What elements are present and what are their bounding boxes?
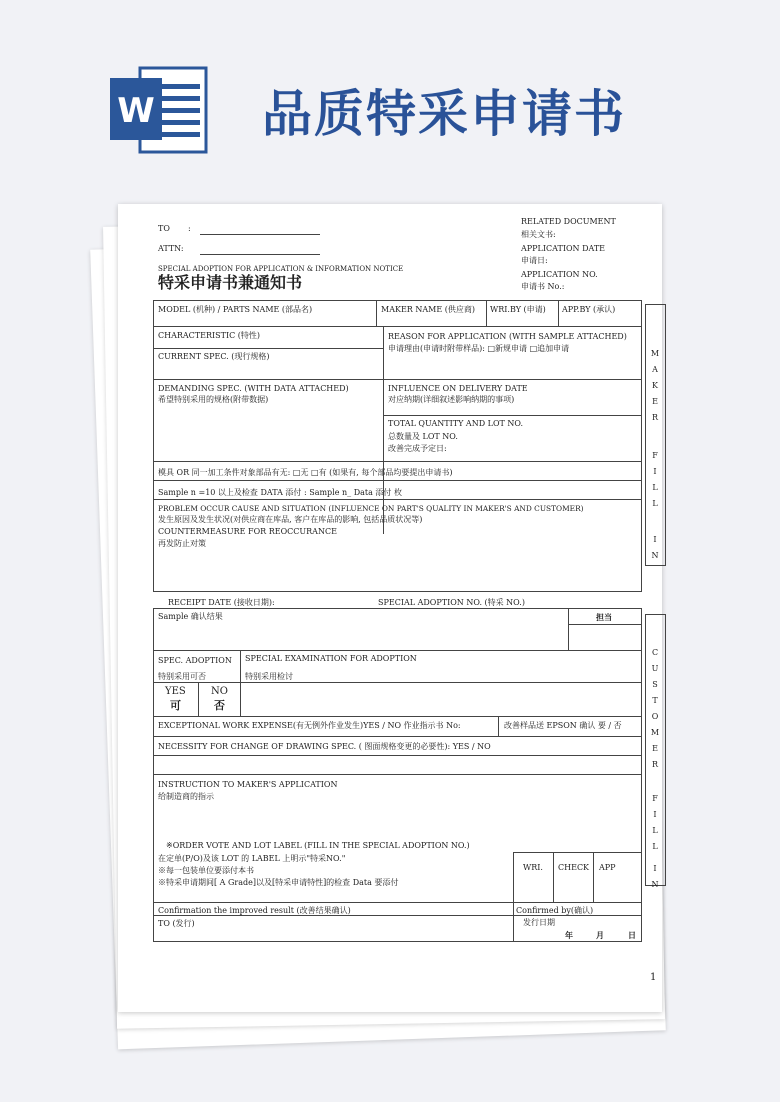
- no-en[interactable]: NO: [211, 686, 228, 697]
- app-signature-label: APP: [599, 863, 616, 872]
- total-quantity-cn: 总数量及 LOT NO.: [388, 432, 458, 441]
- epson-confirm: 改善样品送 EPSON 确认 要 / 否: [504, 721, 622, 730]
- notice-title: 特采申请书兼通知书: [158, 273, 303, 292]
- attn-label: ATTN:: [158, 244, 184, 253]
- issue-date-label: 发行日期: [523, 918, 555, 927]
- countermeasure-cn: 再发防止对策: [158, 539, 206, 548]
- improve-date-cn: 改善完成予定日:: [388, 444, 447, 453]
- related-doc-en: RELATED DOCUMENT: [521, 217, 616, 226]
- svg-text:W: W: [117, 91, 155, 131]
- app-date-cn: 申请日:: [521, 256, 548, 265]
- order-note-3: ※每一包装单位要添付本书: [158, 866, 254, 875]
- to-colon: :: [188, 224, 191, 233]
- order-note-1: ※ORDER VOTE AND LOT LABEL (FILL IN THE SPECIAL ADOPTION NO.): [166, 841, 470, 850]
- no-cn[interactable]: 否: [214, 699, 225, 712]
- current-spec-label: CURRENT SPEC. (现行规格): [158, 352, 270, 361]
- to-issue-label: TO (发行): [158, 919, 195, 928]
- to-label: TO: [158, 224, 170, 233]
- special-exam-en: SPECIAL EXAMINATION FOR ADOPTION: [245, 654, 417, 663]
- maker-name-label: MAKER NAME (供应商): [381, 305, 475, 314]
- reason-cn: 申请理由(申请时附带样品): □新规申请 □追加申请: [388, 344, 570, 353]
- month-label: 月: [596, 930, 604, 940]
- app-date-en: APPLICATION DATE: [521, 244, 606, 253]
- influence-en: INFLUENCE ON DELIVERY DATE: [388, 384, 528, 393]
- reason-en: REASON FOR APPLICATION (WITH SAMPLE ATTACHED): [388, 332, 627, 341]
- banner-title: 品质特采申请书: [262, 85, 626, 143]
- characteristic-label: CHARACTERISTIC (特性): [158, 331, 261, 340]
- problem-cn: 发生原因及发生状况(对供应商在库品, 客户在库品的影响, 包括品质状况等): [158, 515, 423, 524]
- sample-line: Sample n =10 以上及检查 DATA 添付 : Sample n_ Data 添付 枚: [158, 488, 402, 497]
- exceptional-expense: EXCEPTIONAL WORK EXPENSE(有无例外作业发生)YES / NO 作业指示书 No:: [158, 721, 461, 730]
- problem-en: PROBLEM OCCUR CAUSE AND SITUATION (INFLUENCE ON PART'S QUALITY IN MAKER'S AND CUSTOMER): [158, 504, 584, 513]
- model-label: MODEL (机种) / PARTS NAME (部品名): [158, 305, 313, 314]
- related-doc-cn: 相关文书:: [521, 230, 556, 239]
- maker-fill-in-label: [645, 304, 666, 566]
- drawing-change-necessity: NECESSITY FOR CHANGE OF DRAWING SPEC. ( 图面规格变更的必要性): YES / NO: [158, 742, 491, 751]
- attn-field[interactable]: [200, 254, 320, 255]
- wri-signature-label: WRI.: [523, 863, 543, 872]
- to-field[interactable]: [200, 234, 320, 235]
- countermeasure-en: COUNTERMEASURE FOR REOCCURANCE: [158, 527, 337, 536]
- page-number: 1: [650, 972, 657, 983]
- mold-question: 模具 OR 同一加工条件对象部品有无: □无 □有 (如果有, 每个部品均要提出申请书): [158, 468, 453, 477]
- total-quantity-en: TOTAL QUANTITY AND LOT NO.: [388, 419, 524, 428]
- special-adoption-no-label: SPECIAL ADOPTION NO. (特采 NO.): [378, 598, 525, 607]
- influence-cn: 对应纳期(详细叙述影响纳期的事项): [388, 395, 515, 404]
- year-label: 年: [565, 930, 573, 940]
- notice-en: SPECIAL ADOPTION FOR APPLICATION & INFORMATION NOTICE: [158, 265, 404, 273]
- order-note-4: ※特采申请期间[ A Grade]以及[特采申请特性]的检查 Data 要添付: [158, 878, 399, 887]
- confirmed-by-label: Confirmed by(确认): [516, 906, 594, 915]
- app-by-label: APP.BY (承认): [562, 305, 616, 314]
- special-exam-cn: 特别采用检讨: [245, 672, 293, 681]
- order-note-2: 在定单(P/O)及该 LOT 的 LABEL 上明示"特采NO.": [158, 854, 346, 863]
- app-no-en: APPLICATION NO.: [521, 270, 598, 279]
- wri-by-label: WRI.BY (申请): [490, 305, 546, 314]
- spec-adoption-cn: 特别采用可否: [158, 672, 206, 681]
- day-label: 日: [628, 930, 636, 940]
- check-signature-label: CHECK: [558, 863, 590, 872]
- form-sheet: TO : ATTN: SPECIAL ADOPTION FOR APPLICATION & INFORMATION NOTICE 特采申请书兼通知书 RELATED DOCUMENT 相关文书: APPLICATION DATE 申请日: APPLICATION NO. 申请书 No.: M A K E R F I L L I N MODEL (机种) / PARTS NAME (部品名) MAKER NAME (供应商) WRI.BY (申请) APP.BY (承认) CHARACTERISTIC (特性) REASON FOR APPLICATION (WITH SAMPLE ATTACHED) 申请理由(申请时附带样品): □新规申请 □追加申请 CURRENT SPEC. (现行规格) DEMANDING SPEC. (WITH DATA ATTACHED) 希望特别采用的规格(附带数据) INFLUENCE ON DELIVERY DATE 对应纳期(详细叙述影响纳期的事项) TOTAL QUANTITY AND LOT NO. 总数量及 LOT NO. 改善完成予定日: 模具 OR 同一加工条件对象部品有无: □无 □有 (如果有, 每个部品均要提出申请书) Sample n =10 以上及检查 DATA 添付 : Sample n_ Data 添付 枚 PROBLEM OCCUR CAUSE AND SITUATION (INFLUENCE ON PART'S QUALITY IN MAKER'S AND CUSTOMER) 发生原因及发生状况(对供应商在库品, 客户在库品的影响, 包括品质状况等) COUNTERMEASURE FOR REOCCURANCE 再发防止对策 RECEIPT DATE (接收日期): SPECIAL ADOPTION NO. (特采 NO.) C U S T O M E R F I L L I N Sample 确认结果 担当 SPEC. ADOPTION 特别采用可否 SPECIAL EXAMINATION FOR ADOPTION 特别采用检讨 YES 可 NO 否 EXCEPTIONAL WORK EXPENSE(有无例外作业发生)YES / NO 作业指示书 No: 改善样品送 EPSON 确认 要 / 否 NECESSITY FOR CHANGE OF DRAWING SPEC. ( 图面规格变更的必要性): YES / NO INSTRUCTION TO MAKER'S APPLICATION 给制造商的指示 ※ORDER VOTE AND LOT LABEL (FILL IN THE SPECIAL ADOPTION NO.) 在定单(P/O)及该 LOT 的 LABEL 上明示"特采NO." ※每一包装单位要添付本书 ※特采申请期间[ A Grade]以及[特采申请特性]的检查 Data 要添付 WRI. CHECK APP Confirmation the improved result (改善结果确认) Confirmed by(确认) TO (发行) 发行日期 年 月 日 1: [118, 204, 662, 1012]
- spec-adoption-en: SPEC. ADOPTION: [158, 656, 232, 665]
- yes-cn[interactable]: 可: [170, 699, 181, 712]
- app-no-cn: 申请书 No.:: [521, 282, 565, 291]
- sample-result-label: Sample 确认结果: [158, 612, 223, 621]
- demanding-en: DEMANDING SPEC. (WITH DATA ATTACHED): [158, 384, 349, 393]
- confirmation-label: Confirmation the improved result (改善结果确认): [158, 906, 351, 915]
- instruction-cn: 给制造商的指示: [158, 792, 214, 801]
- demanding-cn: 希望特别采用的规格(附带数据): [158, 395, 269, 404]
- charge-label: 担当: [596, 612, 612, 622]
- word-doc-icon: [108, 66, 208, 154]
- yes-en[interactable]: YES: [165, 686, 186, 697]
- instruction-en: INSTRUCTION TO MAKER'S APPLICATION: [158, 780, 338, 789]
- receipt-date-label: RECEIPT DATE (接收日期):: [168, 598, 275, 607]
